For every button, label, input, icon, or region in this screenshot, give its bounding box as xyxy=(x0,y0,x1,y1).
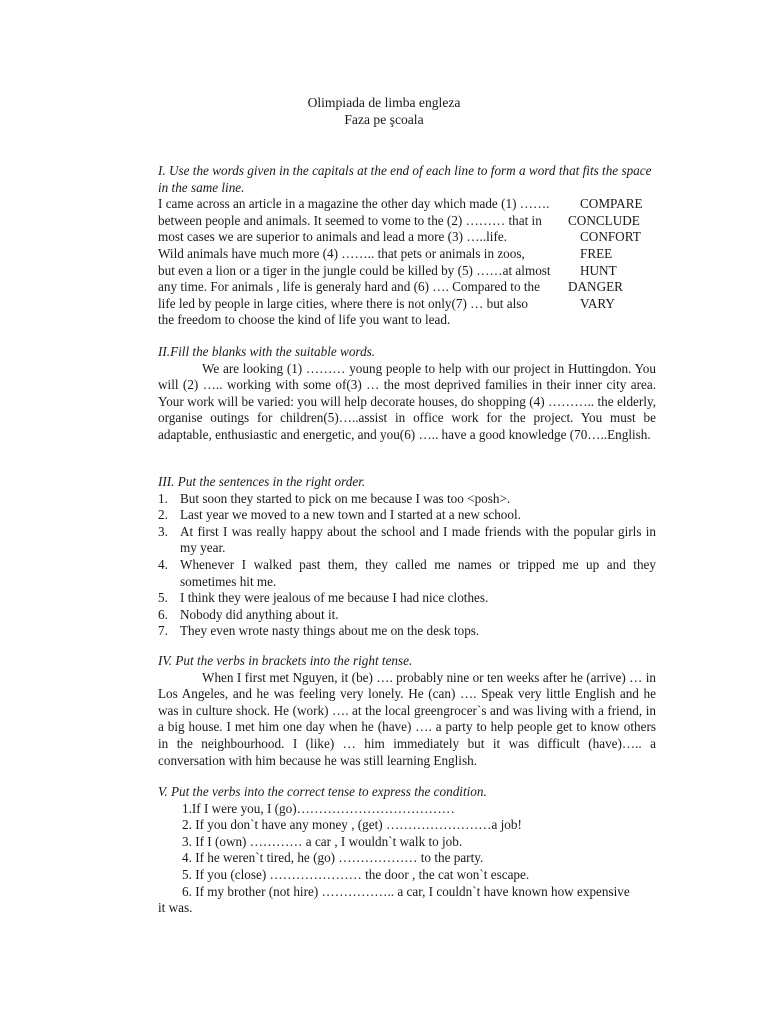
condition-item: 6. If my brother (not hire) …………….. a car, I couldn`t have known how expensive xyxy=(182,883,630,899)
exercise-line xyxy=(158,246,656,263)
condition-item: 3. If I (own) ………… a car , I wouldn`t walk to job. xyxy=(182,833,463,849)
section-3 xyxy=(158,474,656,640)
exercise-line xyxy=(158,213,656,230)
item-text: At first I was really happy about the school and I made friends with the popular girls in my year. xyxy=(180,523,656,556)
section-2 xyxy=(158,344,656,444)
list-item xyxy=(158,590,656,607)
section-5-heading: V. Put the verbs into the correct tense to express the condition. xyxy=(158,784,487,799)
line-text: I came across an article in a magazine the other day which made (1) ……. xyxy=(158,196,550,212)
section-2-paragraph: We are looking (1) ……… young people to help with our project in Huttingdon. You will (2) ….. working with some of(3) … the most deprived families in their inner city area. Your work will be varied: you will help decorate houses, do shopping (4) ……….. the elderly, organise outings for children(5)…..assist in office work for the project. You must be adaptable, enthusiastic and energetic, and you(6) ….. have a good knowledge (70…..English. xyxy=(158,360,656,442)
item-text: They even wrote nasty things about me on the desk tops. xyxy=(180,623,480,639)
section-2-heading: II.Fill the blanks with the suitable words. xyxy=(158,344,376,359)
exercise-line xyxy=(158,312,656,329)
item-number: 5. xyxy=(158,590,168,606)
exercise-line xyxy=(158,296,656,313)
item-text: Nobody did anything about it. xyxy=(180,606,339,622)
exercise-line xyxy=(158,196,656,213)
item-text: But soon they started to pick on me because I was too <posh>. xyxy=(180,490,511,506)
line-keyword: COMPARE xyxy=(580,196,643,212)
line-keyword: HUNT xyxy=(580,262,617,278)
section-4-heading: IV. Put the verbs in brackets into the right tense. xyxy=(158,653,413,668)
section-1-heading: I. Use the words given in the capitals at the end of each line to form a word that fits the space in the same line. xyxy=(158,163,652,195)
line-text: life led by people in large cities, where there is not only(7) … but also xyxy=(158,295,529,311)
line-text: any time. For animals , life is generaly hard and (6) …. Compared to the xyxy=(158,279,540,295)
section-1 xyxy=(158,163,656,329)
item-text: I think they were jealous of me because I had nice clothes. xyxy=(180,590,489,606)
exercise-line xyxy=(158,229,656,246)
item-number: 3. xyxy=(158,523,168,539)
exercise-line xyxy=(158,263,656,280)
item-text: Whenever I walked past them, they called me names or tripped me up and they sometimes hit me. xyxy=(180,556,656,589)
list-item xyxy=(158,623,656,640)
list-item xyxy=(158,491,656,508)
line-text: but even a lion or a tiger in the jungle could be killed by (5) ……at almost xyxy=(158,262,551,278)
exercise-line xyxy=(158,279,656,296)
sentence-list xyxy=(158,491,656,640)
item-number: 1. xyxy=(158,490,168,506)
line-text: Wild animals have much more (4) …….. that pets or animals in zoos, xyxy=(158,245,525,261)
item-number: 2. xyxy=(158,507,168,523)
list-item xyxy=(158,507,656,524)
section-3-heading: III. Put the sentences in the right order. xyxy=(158,474,366,489)
section-4 xyxy=(158,653,656,769)
line-text: the freedom to choose the kind of life you want to lead. xyxy=(158,312,451,328)
list-item xyxy=(158,524,656,557)
list-item xyxy=(158,557,656,590)
line-keyword: FREE xyxy=(580,245,613,261)
item-number: 7. xyxy=(158,623,168,639)
condition-item: 1.If I were you, I (go)……………………………… xyxy=(182,800,455,816)
list-item xyxy=(158,607,656,624)
line-text: between people and animals. It seemed to vome to the (2) ……… that in xyxy=(158,212,542,228)
section-4-paragraph: When I first met Nguyen, it (be) …. probably nine or ten weeks after he (arrive) … in Los Angeles, and he was feeling very lonely. He (can) …. Speak very little English and he was in culture shock. He (work) …. at the local greengrocer`s and was living with a friend, in a big house. I met him one day when he (have) …. a party to help people get to know others in the neighbourhood. I (like) … him immediately but it was difficult (have)….. a conversation with him because he was still learning English. xyxy=(158,669,656,768)
condition-item: 5. If you (close) ………………… the door , the cat won`t escape. xyxy=(182,866,530,882)
condition-item-continuation: it was. xyxy=(158,900,193,916)
line-keyword: DANGER xyxy=(568,279,623,295)
document-title: Olimpiada de limba engleza xyxy=(307,95,461,110)
item-number: 4. xyxy=(158,556,168,572)
line-keyword: CONCLUDE xyxy=(568,212,640,228)
item-text: Last year we moved to a new town and I started at a new school. xyxy=(180,507,521,523)
line-keyword: CONFORT xyxy=(580,229,641,245)
document-subtitle: Faza pe şcoala xyxy=(344,112,424,127)
line-keyword: VARY xyxy=(580,295,615,311)
line-text: most cases we are superior to animals and lead a more (3) …..life. xyxy=(158,229,507,245)
condition-item: 2. If you don`t have any money , (get) ……………………a job! xyxy=(182,817,522,833)
item-number: 6. xyxy=(158,606,168,622)
condition-item: 4. If he weren`t tired, he (go) ……………… to the party. xyxy=(182,850,484,866)
section-5 xyxy=(158,784,656,917)
